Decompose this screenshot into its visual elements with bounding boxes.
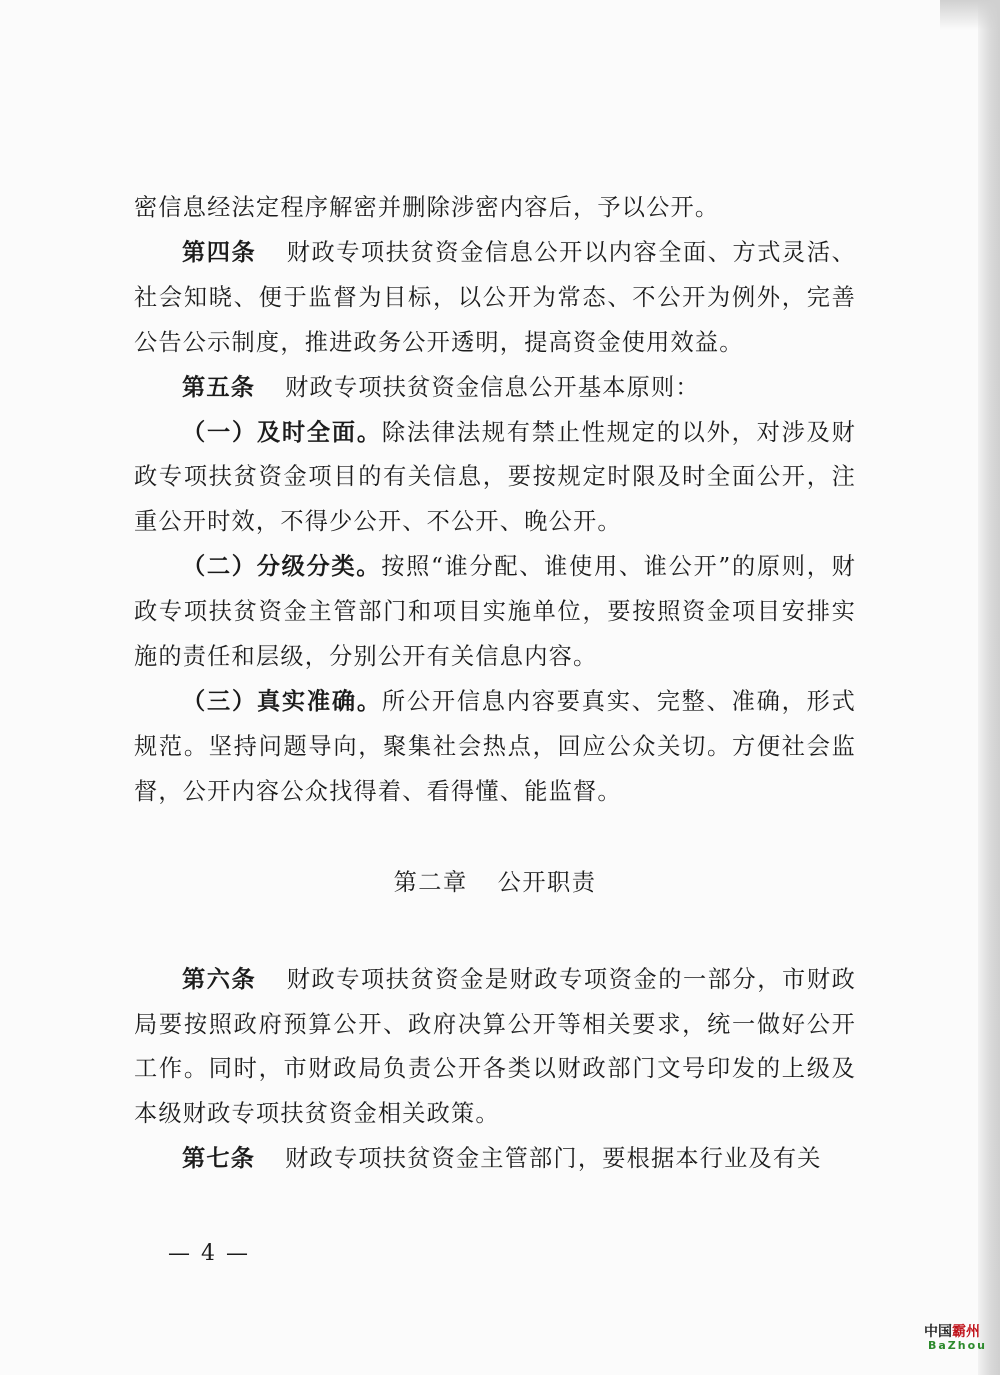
principle-1 bbox=[134, 411, 856, 546]
scan-edge-shadow bbox=[978, 0, 1000, 1375]
principle-text: 除法律法规有禁止性规定的以外，对涉及财政专项扶贫资金项目的有关信息，要按规定时限及时全面公开，注重公开时效，不得少公开、不公开、晚公开。 bbox=[134, 418, 856, 536]
principle-heading: （一）及时全面。 bbox=[182, 418, 382, 446]
paragraph-text: 密信息经法定程序解密并删除涉密内容后，予以公开。 bbox=[134, 194, 720, 221]
chapter-heading bbox=[134, 861, 856, 906]
article-5 bbox=[134, 366, 856, 411]
watermark-text-latin: BaZhou bbox=[928, 1338, 988, 1352]
watermark-text-a: 中国 bbox=[924, 1324, 952, 1340]
article-heading: 第六条 bbox=[182, 965, 257, 993]
article-7 bbox=[134, 1137, 856, 1182]
article-heading: 第五条 bbox=[182, 373, 256, 401]
article-text: 财政专项扶贫资金是财政专项资金的一部分，市财政局要按照政府预算公开、政府决算公开等相关要求，统一做好公开工作。同时，市财政局负责公开各类以财政部门文号印发的上级及本级财政专项扶贫资金相关政策。 bbox=[134, 965, 856, 1128]
article-4 bbox=[134, 231, 856, 366]
principle-heading: （二）分级分类。 bbox=[182, 553, 382, 581]
chapter-number: 第二章 bbox=[393, 868, 468, 896]
article-6 bbox=[134, 958, 856, 1138]
principle-2 bbox=[134, 545, 856, 680]
article-text: 财政专项扶贫资金主管部门，要根据本行业及有关 bbox=[285, 1145, 822, 1173]
principle-3 bbox=[134, 680, 856, 815]
site-watermark-logo bbox=[924, 1325, 987, 1351]
principle-text: 所公开信息内容要真实、完整、准确，形式规范。坚持问题导向，聚集社会热点，回应公众关切。方便社会监督，公开内容公众找得着、看得懂、能监督。 bbox=[134, 687, 856, 805]
article-heading: 第四条 bbox=[182, 238, 257, 266]
chapter-title: 公开职责 bbox=[497, 868, 597, 896]
article-text: 财政专项扶贫资金信息公开以内容全面、方式灵活、社会知晓、便于监督为目标，以公开为常态、不公开为例外，完善公告公示制度，推进政务公开透明，提高资金使用效益。 bbox=[134, 238, 856, 356]
page-number: — 4 — bbox=[168, 1241, 250, 1266]
watermark-text-b: 霸州 bbox=[952, 1324, 980, 1340]
principle-text: 按照“谁分配、谁使用、谁公开”的原则，财政专项扶贫资金主管部门和项目实施单位，要按照资金项目安排实施的责任和层级，分别公开有关信息内容。 bbox=[134, 553, 856, 671]
article-heading: 第七条 bbox=[182, 1145, 256, 1173]
article-text: 财政专项扶贫资金信息公开基本原则： bbox=[285, 373, 700, 401]
document-body bbox=[134, 186, 856, 1182]
principle-heading: （三）真实准确。 bbox=[182, 687, 382, 715]
paragraph-continued bbox=[134, 186, 856, 231]
scan-corner-shadow bbox=[940, 0, 1000, 30]
